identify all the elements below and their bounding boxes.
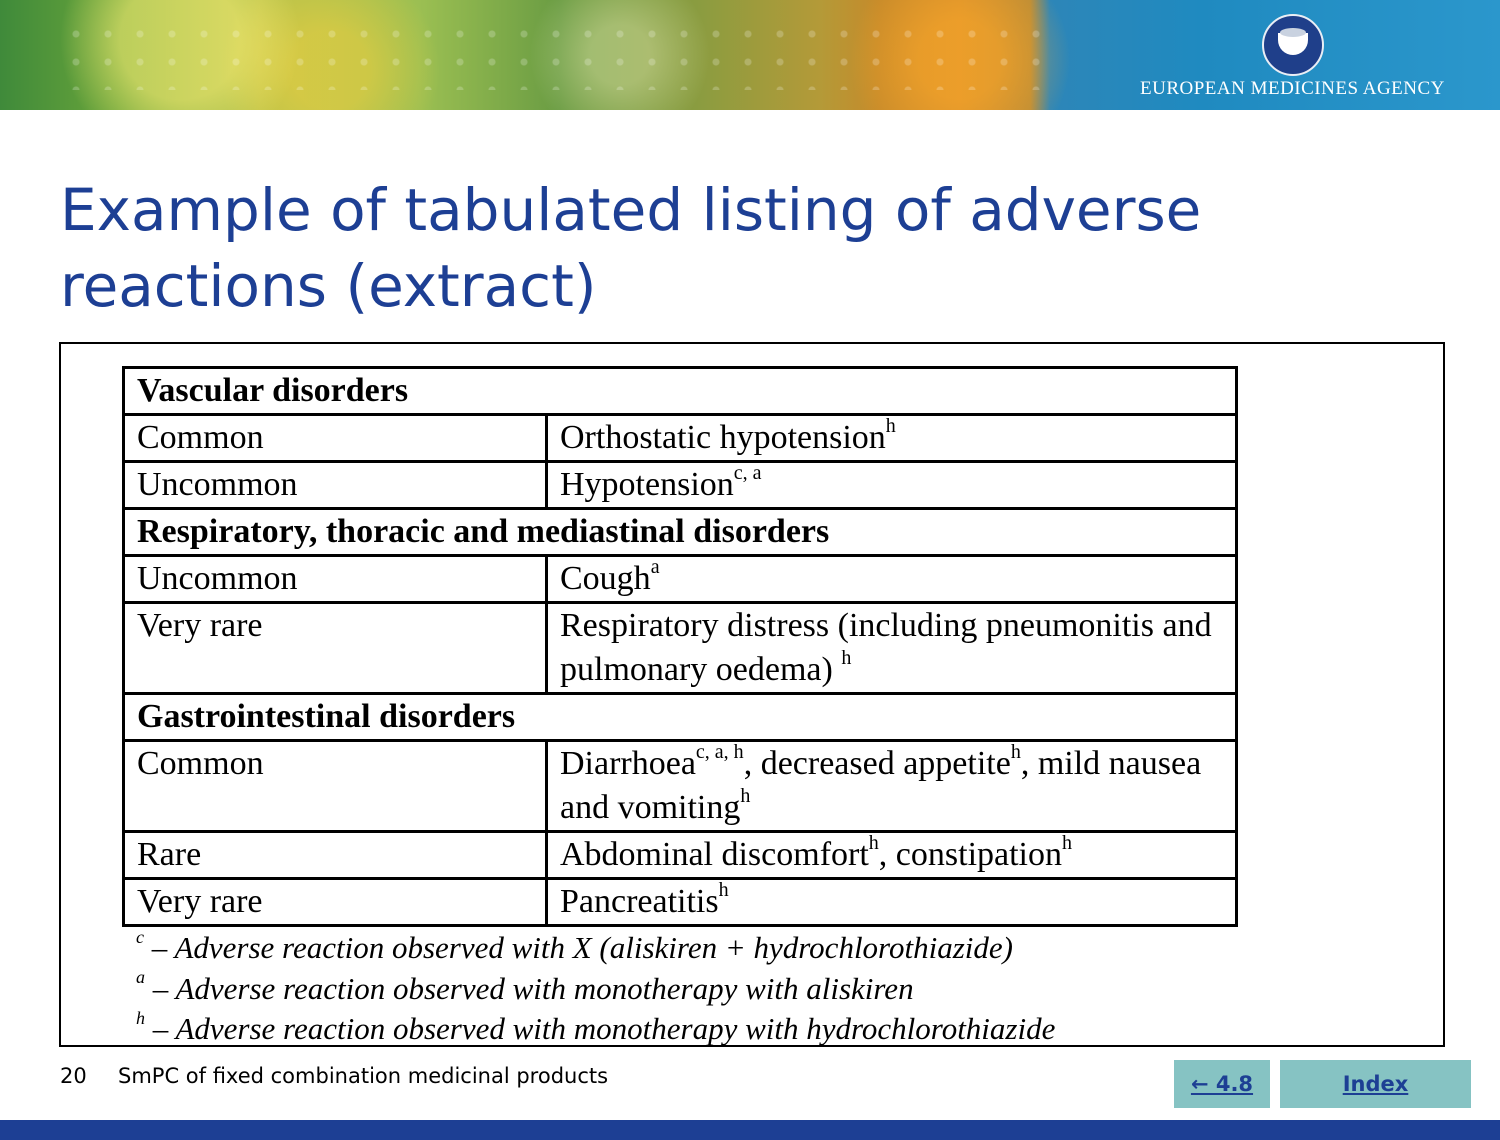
table-row [124,462,1237,509]
footnote-marker: c, a, h [695,740,744,763]
category-heading: Vascular disorders [124,368,1237,415]
table-row [124,879,1237,926]
frequency-cell: Common [124,741,547,832]
reaction-text: Respiratory distress (including pneumonitis and pulmonary oedema) [560,607,1212,688]
reaction-cell [547,556,1237,603]
footnote-marker: h [868,831,879,854]
page-number: 20 [60,1064,87,1088]
footnote-marker: h [740,784,751,807]
category-heading: Gastrointestinal disorders [124,694,1237,741]
frequency-cell: Uncommon [124,556,547,603]
header-banner [0,0,1500,110]
footnote-mark: a [136,967,145,988]
back-to-4-8-button[interactable]: ← 4.8 [1174,1060,1270,1108]
footnote-marker: h [885,414,896,437]
frequency-cell: Very rare [124,603,547,694]
footnote-line [136,1009,1256,1050]
table-row [124,415,1237,462]
reaction-cell [547,462,1237,509]
reaction-text: Diarrhoea [560,745,696,782]
frequency-cell: Very rare [124,879,547,926]
table-row [124,741,1237,832]
banner-decoration [60,20,1040,90]
footnote-text: – Adverse reaction observed with X (aliskiren + hydrochlorothiazide) [144,930,1013,965]
category-row [124,694,1237,741]
adverse-reactions-table [122,366,1238,927]
footnote-marker: h [841,646,852,669]
reaction-text: Orthostatic hypotension [560,419,886,456]
reaction-text: Abdominal discomfort [560,836,869,873]
slide-title: Example of tabulated listing of adverse reactions (extract) [60,176,1202,320]
document-title: SmPC of fixed combination medicinal products [118,1064,609,1088]
reaction-text: , decreased appetite [743,745,1011,782]
reaction-cell [547,741,1237,832]
frequency-cell: Uncommon [124,462,547,509]
table-row [124,603,1237,694]
reaction-text: Cough [560,560,651,597]
frequency-cell: Rare [124,832,547,879]
table-row [124,556,1237,603]
footnote-text: – Adverse reaction observed with monotherapy with aliskiren [145,970,914,1006]
footnote-marker: c, a [733,461,762,484]
category-row [124,509,1237,556]
bottom-bar [0,1120,1500,1140]
index-button[interactable]: Index [1280,1060,1471,1108]
logo-bowl-rim [1280,28,1306,37]
footnote-mark: h [136,1007,145,1028]
reaction-text: , mild nausea and vomiting [560,745,1202,826]
ema-logo-icon [1262,14,1324,76]
footnote-marker: h [1062,831,1072,854]
reaction-cell [547,879,1237,926]
reaction-cell [547,415,1237,462]
footnotes [136,928,1256,1050]
slide-footer [60,1064,608,1088]
reaction-text: Pancreatitis [560,883,719,920]
footnote-text: – Adverse reaction observed with monotherapy with hydrochlorothiazide [145,1011,1056,1046]
category-heading: Respiratory, thoracic and mediastinal disorders [124,509,1237,556]
reaction-text: , constipation [878,836,1062,873]
category-row [124,368,1237,415]
footnote-mark: c [136,926,144,947]
footnote-marker: a [650,555,660,578]
reaction-text: Hypotension [560,466,734,503]
reaction-cell [547,832,1237,879]
footnote-marker: h [1010,740,1021,763]
agency-name: EUROPEAN MEDICINES AGENCY [1140,78,1445,99]
footnote-line [136,928,1256,969]
footnote-marker: h [718,878,729,901]
frequency-cell: Common [124,415,547,462]
reaction-cell [547,603,1237,694]
table-row [124,832,1237,879]
footnote-line [136,969,1256,1010]
